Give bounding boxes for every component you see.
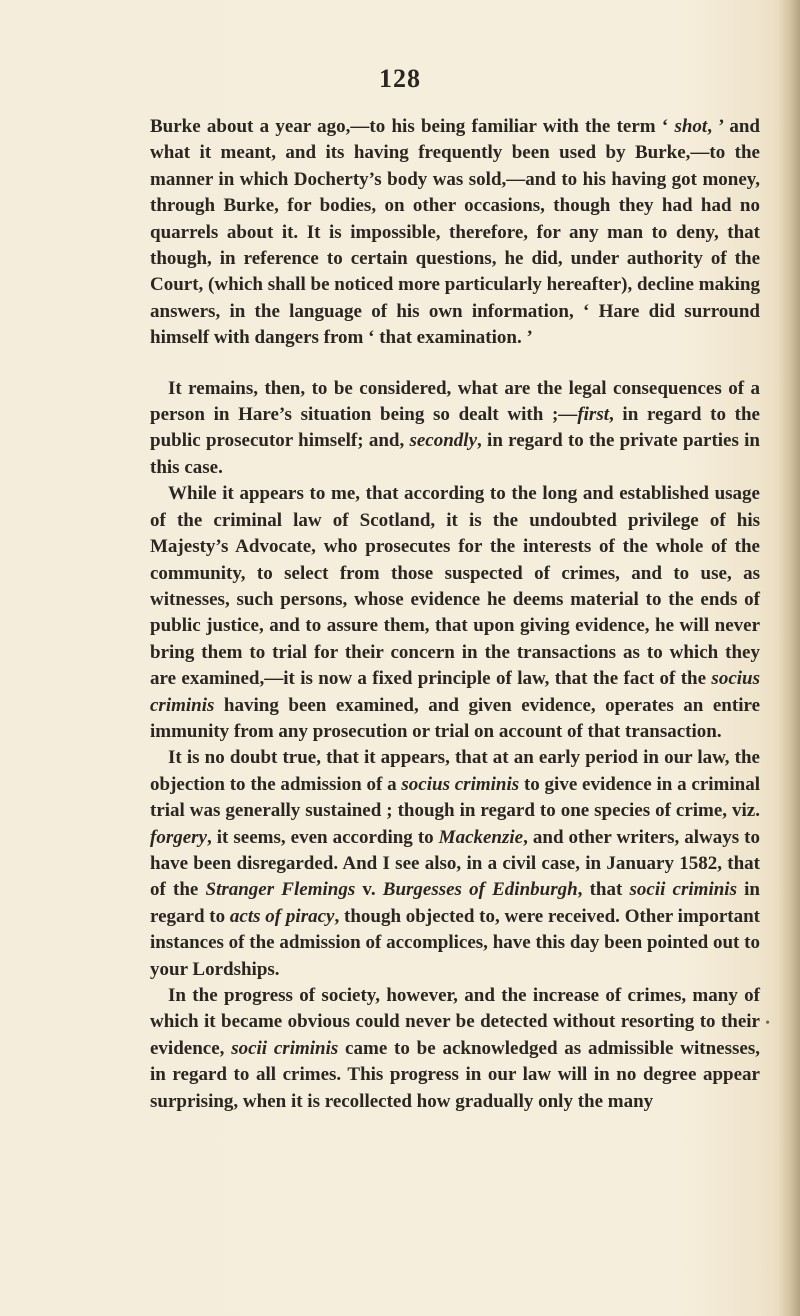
text-run: , and other writers, always to have been disregarded. And I see also, in a civil case, in January 1582, that of the [150, 826, 761, 901]
paragraph [150, 114, 760, 352]
italic-text: secondly [409, 430, 478, 452]
paragraph [150, 745, 760, 983]
italic-text: socius criminis [401, 773, 520, 795]
page-number: 128 [379, 64, 421, 93]
text-run: , in regard to the public prosecutor himself; and, [150, 404, 760, 452]
paragraph [150, 983, 760, 1115]
paragraph [150, 481, 760, 745]
italic-text: socii criminis [231, 1037, 339, 1059]
italic-text: acts of piracy [229, 905, 335, 927]
text-run: In the progress of society, however, and the increase of crimes, many of which it became obvious could never be detected without resorting to their evidence, [150, 985, 760, 1059]
body-text [150, 114, 760, 1115]
text-run: It remains, then, to be considered, what are the legal consequences of a person in Hare’s situation being so dealt with ;— [150, 377, 760, 426]
text-run: to give evidence in a criminal trial was generally sustained ; though in regard to one species of crime, viz. [150, 773, 760, 822]
margin-mark: • [765, 1016, 770, 1031]
text-run: , it seems, even according to [206, 826, 439, 848]
text-run: came to be acknowledged as admissible witnesses, in regard to all crimes. This progress in our law will in no degree appear surprising, when it is recollected how gradually only the many [150, 1037, 760, 1112]
text-run: having been examined, and given evidence, operates an entire immunity from any prosecution or trial on account of that transaction. [150, 694, 760, 742]
italic-text: Mackenzie [438, 826, 524, 848]
italic-text: first [577, 404, 609, 426]
text-run: , that [577, 879, 630, 901]
italic-text: Burgesses of Edinburgh [382, 879, 578, 901]
text-run: It is no doubt true, that it appears, that at an early period in our law, the objection to the admission of a [150, 747, 760, 795]
italic-text: socius criminis [150, 668, 760, 716]
paragraph-gap [150, 352, 760, 376]
text-run: v. [355, 879, 383, 901]
italic-text: socii criminis [629, 879, 737, 901]
italic-text: forgery [150, 826, 207, 848]
text-run: While it appears to me, that according to the long and established usage of the criminal law of Scotland, it is the undoubted privilege of his Majesty’s Advocate, who prosecutes for the interests of the whole of the community, to select from those suspected of crimes, and to use, as witnesses, such persons, whose evidence he deems material to the ends of public justice, and to assure them, that upon giving evidence, he will never bring them to trial for their concern in the transactions as to which they are examined,—it is now a fixed principle of law, that the fact of the [150, 483, 760, 690]
text-run: , though objected to, were received. Other important instances of the admission of accomplices, have this day been pointed out to your Lordships. [150, 905, 760, 980]
italic-text: shot [674, 116, 708, 137]
text-run: in regard to [150, 879, 760, 927]
italic-text: Stranger Flemings [205, 879, 356, 901]
page-edge-shadow [778, 0, 800, 1316]
text-run: Burke about a year ago,—to his being familiar with the term ‘ [150, 116, 675, 137]
text-run: , ’ and what it meant, and its having frequently been used by Burke,—to the manner in which Docherty’s body was sold,—and to his having got money, through Burke, for bodies, on other occasions, though they had had no quarrels about it. It is impossible, therefore, for any man to deny, that though, in reference to certain questions, he did, under authority of the Court, (which shall be noticed more particularly hereafter), decline making answers, in the language of his own information, ‘ Hare did surround himself with dangers from ‘ that examination. ’ [150, 116, 760, 349]
text-run: , in regard to the private parties in this case. [150, 430, 760, 478]
paragraph [150, 376, 760, 482]
